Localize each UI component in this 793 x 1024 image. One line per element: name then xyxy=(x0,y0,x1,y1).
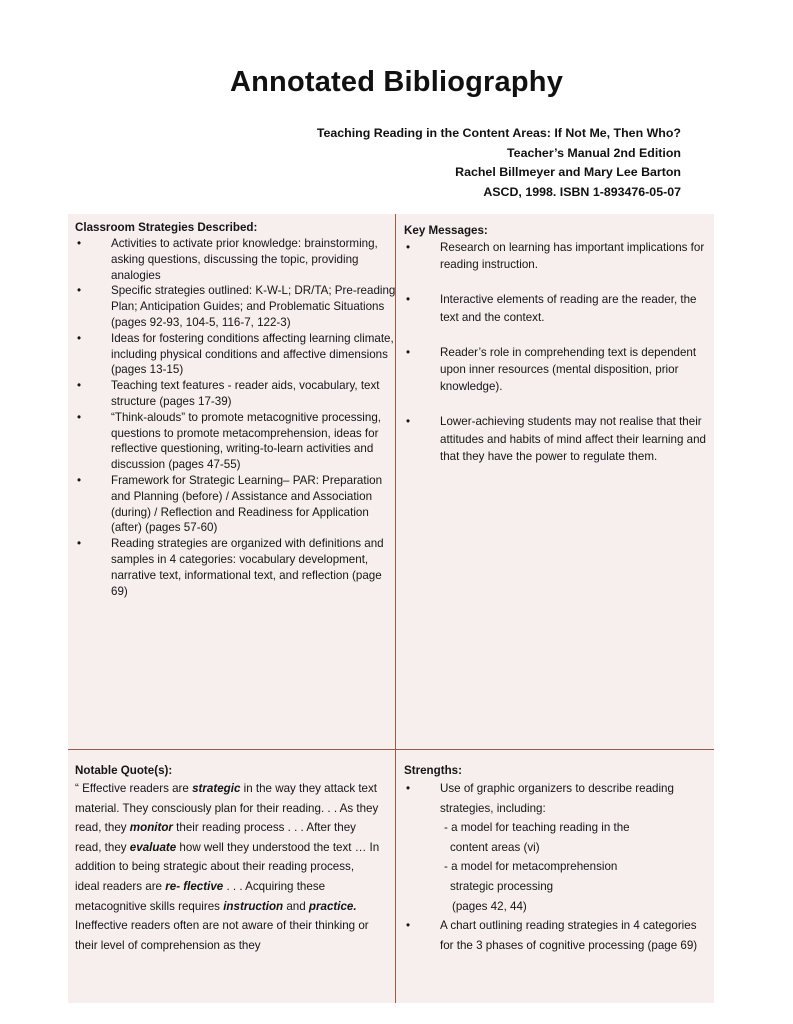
strength-subitem: content areas (vi) xyxy=(450,840,540,854)
quote-paragraph: Ineffective readers often are not aware of their thinking or their level of comprehension as they xyxy=(75,919,369,952)
quote-text: . . . Acquiring these metacognitive skills requires xyxy=(75,879,326,913)
reference-book-title: Teaching Reading in the Content Areas: If Not Me, Then Who? xyxy=(316,126,681,140)
quote-emphasis: instruction xyxy=(223,899,284,913)
strength-subitem: - a model for teaching reading in the xyxy=(444,821,630,835)
list-item: • Specific strategies outlined: K-W-L; DR/TA; Pre-reading Plan; Anticipation Guides; and Problematic Situations (pages 92-93, 104-5, 116-7, 122-3) xyxy=(75,283,395,330)
quote-emphasis: evaluate xyxy=(129,840,177,854)
quote-text: their reading process . . . After they read, they xyxy=(75,821,356,854)
list-item: • Research on learning has important implications for reading instruction. xyxy=(404,239,712,273)
strength-subitem: - a model for metacomprehension xyxy=(444,860,618,874)
notable-quotes-heading: Notable Quote(s): xyxy=(75,764,173,777)
quote-emphasis: re- flective xyxy=(165,879,224,893)
strategies-heading: Classroom Strategies Described: xyxy=(75,221,258,234)
reference-publisher-isbn: ASCD, 1998. ISBN 1-893476-05-07 xyxy=(483,184,681,199)
notable-quote-text xyxy=(75,779,380,955)
list-item: • Teaching text features - reader aids, vocabulary, text structure (pages 17-39) xyxy=(75,378,395,410)
list-item: • “Think-alouds” to promote metacognitive processing, questions to promote metacomprehension, ideas for reflective questioning, writing-to-learn activities and discussion (pages 47-55) xyxy=(75,410,395,473)
strengths-list xyxy=(404,779,708,955)
list-item: • Framework for Strategic Learning– PAR: Preparation and Planning (before) / Assistance and Association (during) / Reflection and Readiness for Application (after) (pages 57-60) xyxy=(75,473,395,536)
strength-subitem: strategic processing xyxy=(450,879,554,893)
quote-emphasis: monitor xyxy=(129,821,173,835)
list-item xyxy=(404,779,708,916)
document-title: Annotated Bibliography xyxy=(229,66,564,98)
strengths-cell xyxy=(396,750,714,1003)
reference-authors: Rachel Billmeyer and Mary Lee Barton xyxy=(455,165,681,179)
strategies-cell xyxy=(68,214,395,749)
list-item: • Interactive elements of reading are the reader, the text and the context. xyxy=(404,291,712,325)
notable-quotes-cell xyxy=(68,750,395,1003)
list-item: • Reader’s role in comprehending text is dependent upon inner resources (mental disposition, prior knowledge). xyxy=(404,344,712,396)
key-messages-list xyxy=(404,239,708,465)
list-item: • Lower-achieving students may not realise that their attitudes and habits of mind affect their learning and that they have the power to regulate them. xyxy=(404,413,712,465)
key-messages-cell xyxy=(396,214,714,749)
quote-text: “ Effective readers are xyxy=(75,782,193,795)
quote-text: and xyxy=(283,899,309,913)
bibliography-table xyxy=(68,214,714,1003)
key-messages-heading: Key Messages: xyxy=(404,224,488,237)
quote-paragraph xyxy=(75,779,380,916)
quote-text: how well they understood the text … In addition to being strategic about their reading process, ideal readers are xyxy=(75,840,380,893)
strengths-heading: Strengths: xyxy=(404,764,462,777)
list-item: • Ideas for fostering conditions affecting learning climate, including physical conditions and affective dimensions (pages 13-15) xyxy=(75,331,395,378)
list-item: • Activities to activate prior knowledge: brainstorming, asking questions, discussing the topic, providing analogies xyxy=(75,236,395,283)
quote-emphasis: strategic xyxy=(192,782,241,795)
quote-text: in the way they attack text material. They consciously plan for their reading. . . As they read, they xyxy=(75,782,379,835)
book-reference xyxy=(317,124,681,202)
strategies-list xyxy=(75,236,395,599)
list-item: • Reading strategies are organized with definitions and samples in 4 categories: vocabulary development, narrative text, informational text, and reflection (page 69) xyxy=(75,536,395,599)
list-item: • A chart outlining reading strategies in 4 categories for the 3 phases of cognitive processing (page 69) xyxy=(404,916,708,955)
strength-subitem: (pages 42, 44) xyxy=(452,899,527,913)
quote-emphasis: practice. xyxy=(308,899,357,913)
strength-text: Use of graphic organizers to describe reading strategies, including: xyxy=(440,782,674,815)
reference-edition: Teacher’s Manual 2nd Edition xyxy=(507,145,681,160)
